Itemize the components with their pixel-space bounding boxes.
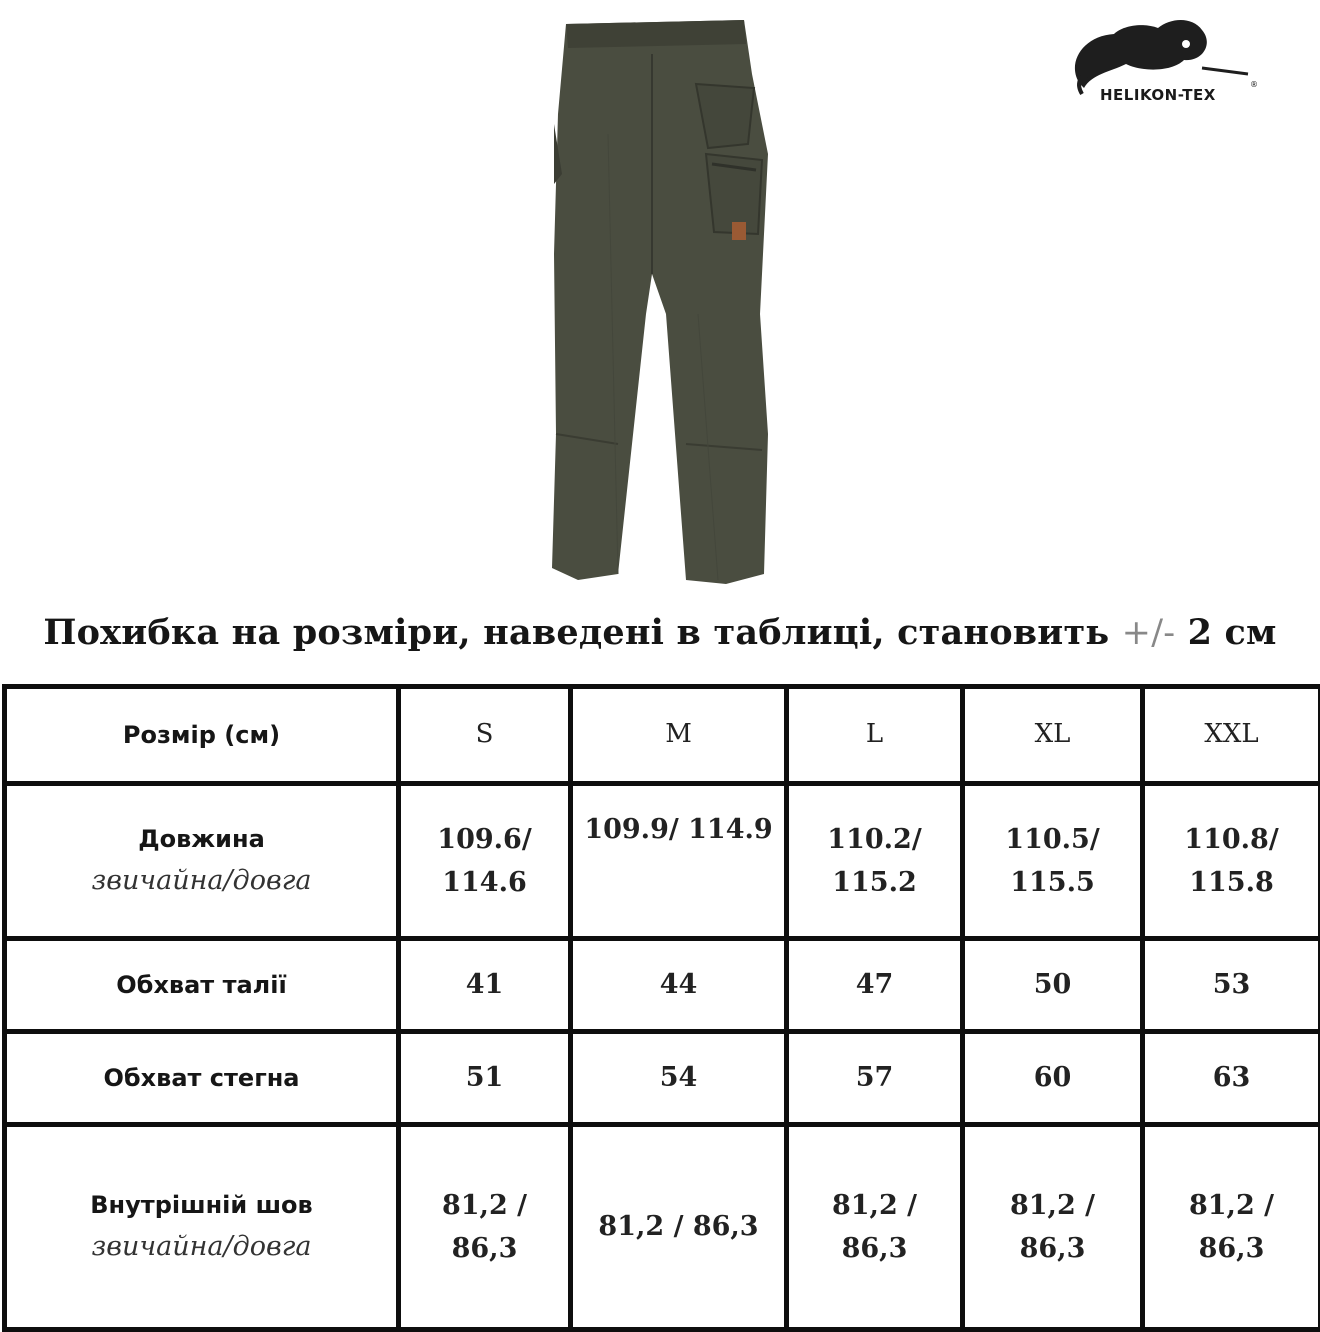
size-header-cell — [5, 687, 399, 784]
inseam-s-line1: 81,2 / — [407, 1184, 562, 1227]
table-row-inseam — [5, 1125, 1320, 1330]
length-label: Довжина — [13, 820, 390, 858]
table-header-row — [5, 687, 1320, 784]
tolerance-sign: +/- — [1122, 613, 1176, 653]
hip-xxl: 63 — [1143, 1032, 1320, 1125]
length-sublabel: звичайна/довга — [13, 859, 390, 902]
waist-m: 44 — [571, 939, 787, 1032]
inseam-xxl — [1143, 1125, 1320, 1330]
length-xxl-line1: 110.8/ — [1151, 818, 1312, 861]
inseam-label: Внутрішній шов — [13, 1186, 390, 1224]
inseam-l-line2: 86,3 — [795, 1227, 954, 1270]
inseam-xxl-line1: 81,2 / — [1151, 1184, 1312, 1227]
pants-image — [548, 14, 780, 594]
inseam-sublabel: звичайна/довга — [13, 1225, 390, 1268]
waist-xl: 50 — [963, 939, 1143, 1032]
length-l-line2: 115.2 — [795, 861, 954, 904]
waist-label: Обхват талії — [13, 966, 390, 1004]
hip-xl: 60 — [963, 1032, 1143, 1125]
waist-xxl: 53 — [1143, 939, 1320, 1032]
inseam-s — [399, 1125, 571, 1330]
table-row-hip — [5, 1032, 1320, 1125]
waist-l: 47 — [787, 939, 963, 1032]
hip-label-cell — [5, 1032, 399, 1125]
length-xl — [963, 784, 1143, 939]
length-l-line1: 110.2/ — [795, 818, 954, 861]
length-xl-line1: 110.5/ — [971, 818, 1134, 861]
length-l — [787, 784, 963, 939]
tolerance-note — [0, 612, 1320, 653]
hip-label: Обхват стегна — [13, 1059, 390, 1097]
table-row-waist — [5, 939, 1320, 1032]
length-label-cell — [5, 784, 399, 939]
inseam-l — [787, 1125, 963, 1330]
table-row-length — [5, 784, 1320, 939]
hip-m: 54 — [571, 1032, 787, 1125]
note-text: Похибка на розміри, наведені в таблиці, становить — [43, 612, 1109, 653]
inseam-xl — [963, 1125, 1143, 1330]
waist-s: 41 — [399, 939, 571, 1032]
length-m-line1: 109.9/ 114.9 — [579, 808, 778, 851]
waist-label-cell — [5, 939, 399, 1032]
length-xxl-line2: 115.8 — [1151, 861, 1312, 904]
size-m: M — [571, 687, 787, 784]
hip-l: 57 — [787, 1032, 963, 1125]
inseam-l-line1: 81,2 / — [795, 1184, 954, 1227]
size-s: S — [399, 687, 571, 784]
product-area — [0, 0, 1320, 600]
registered-mark: ® — [1250, 80, 1258, 89]
size-xxl: XXL — [1143, 687, 1320, 784]
length-m — [571, 784, 787, 939]
inseam-xl-line2: 86,3 — [971, 1227, 1134, 1270]
inseam-m-line1: 81,2 / 86,3 — [579, 1205, 778, 1248]
inseam-xxl-line2: 86,3 — [1151, 1227, 1312, 1270]
length-s-line2: 114.6 — [407, 861, 562, 904]
inseam-label-cell — [5, 1125, 399, 1330]
length-s — [399, 784, 571, 939]
length-xxl — [1143, 784, 1320, 939]
brand-name: HELIKON-TEX — [1100, 86, 1216, 104]
size-l: L — [787, 687, 963, 784]
inseam-s-line2: 86,3 — [407, 1227, 562, 1270]
size-header-label: Розмір (см) — [13, 716, 390, 754]
inseam-m — [571, 1125, 787, 1330]
hip-s: 51 — [399, 1032, 571, 1125]
inseam-xl-line1: 81,2 / — [971, 1184, 1134, 1227]
size-table — [2, 684, 1320, 1332]
size-xl: XL — [963, 687, 1143, 784]
length-s-line1: 109.6/ — [407, 818, 562, 861]
tolerance-value: 2 см — [1188, 612, 1277, 653]
length-xl-line2: 115.5 — [971, 861, 1134, 904]
